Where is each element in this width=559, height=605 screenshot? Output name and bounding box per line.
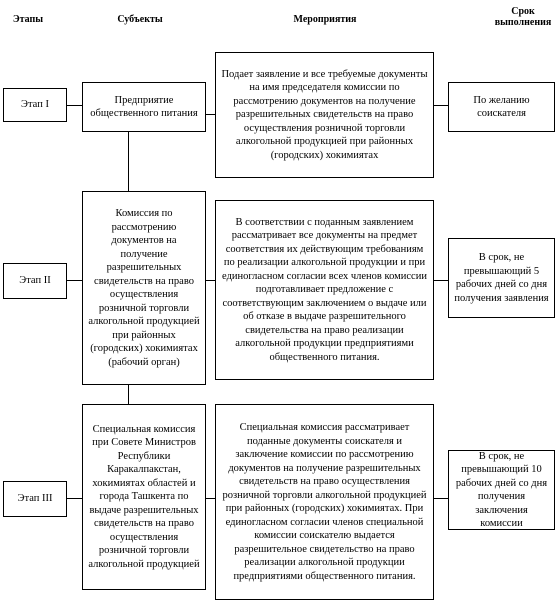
stage-3-box <box>3 481 67 517</box>
subject-2-text: Комиссия по рассмотрению документов на получение разрешительных свидетельств на право осуществления розничной торговли алкогольной продукцией при районных (городских) хокимиятах (рабочий орган) <box>88 208 200 368</box>
measure-3-text: Специальная комиссия рассматривает поданные документы соискателя и заключение комиссии по рассмотрению документов на получение разрешительных свидетельств на право осуществления розничной торговли алкогольной продукцией при районных (городских) хокимиятах. При единогласном согласии членов специальной комиссии соискателю выдается разрешительное свидетельство на право реализации алкогольной продукции предприятиями общественного питания. <box>222 422 427 582</box>
header-deadline-line2: выполнения <box>494 17 552 28</box>
measure-3-box <box>215 404 434 600</box>
header-deadline <box>488 6 558 28</box>
connector-measure1-deadline <box>433 105 448 106</box>
connector-subject1-measure <box>205 114 215 115</box>
connector-stage1-subject <box>66 105 82 106</box>
header-measures: Мероприятия <box>293 14 357 25</box>
deadline-2-text: В срок, не превышающий 5 рабочих дней со дня получения заявления <box>454 252 549 304</box>
stage-3-label: Этап III <box>17 493 53 505</box>
connector-subject2-subject3 <box>128 384 129 404</box>
subject-3-text: Специальная комиссия при Совете Министров Республики Каракалпакстан, хокимиятах областей и города Ташкента по выдаче разрешительных свидетельств на право осуществления розничной торговли алкогольной продукцией <box>88 423 200 570</box>
deadline-2-box <box>448 238 555 318</box>
subject-2-box <box>82 191 206 385</box>
deadline-1-box <box>448 82 555 132</box>
connector-measure3-deadline <box>433 498 448 499</box>
deadline-1-text: По желанию соискателя <box>473 94 530 119</box>
header-stages: Этапы <box>12 14 44 25</box>
measure-2-box <box>215 200 434 380</box>
subject-1-box <box>82 82 206 132</box>
measure-2-text: В соответствии с поданным заявлением рассматривает все документы на предмет соответствия их действующим требованиям по реализации алкогольной продукции и при единогласном согласии всех членов комиссии подготавливает предложение с соответствующим заключением о выдаче или об отказе в выдаче разрешительного свидетельства на право реализации алкогольной продукции предприятиями общественного питания. <box>222 216 427 363</box>
subject-1-text: Предприятие общественного питания <box>90 94 198 119</box>
connector-subject1-subject2 <box>128 131 129 191</box>
connector-subject3-measure <box>205 498 215 499</box>
measure-1-box <box>215 52 434 178</box>
header-deadline-line1: Срок <box>511 6 535 17</box>
connector-stage2-subject <box>67 280 82 281</box>
deadline-3-text: В срок, не превышающий 10 рабочих дней со дня получения заключения комиссии <box>455 450 548 529</box>
measure-1-text: Подает заявление и все требуемые документы на имя председателя комиссии по рассмотрению документов на получение разрешительных свидетельств на право осуществления розничной торговли алкогольной продукцией при районных (городских) хокимиятах <box>221 68 428 161</box>
stage-2-box <box>3 263 67 299</box>
stage-2-label: Этап II <box>19 275 51 287</box>
stage-1-label: Этап I <box>21 99 49 111</box>
connector-stage3-subject <box>67 498 82 499</box>
subject-3-box <box>82 404 206 590</box>
header-subjects: Субъекты <box>117 14 163 25</box>
connector-subject2-measure <box>205 280 215 281</box>
connector-measure2-deadline <box>433 280 448 281</box>
stage-1-box <box>3 88 67 122</box>
deadline-3-box <box>448 450 555 530</box>
